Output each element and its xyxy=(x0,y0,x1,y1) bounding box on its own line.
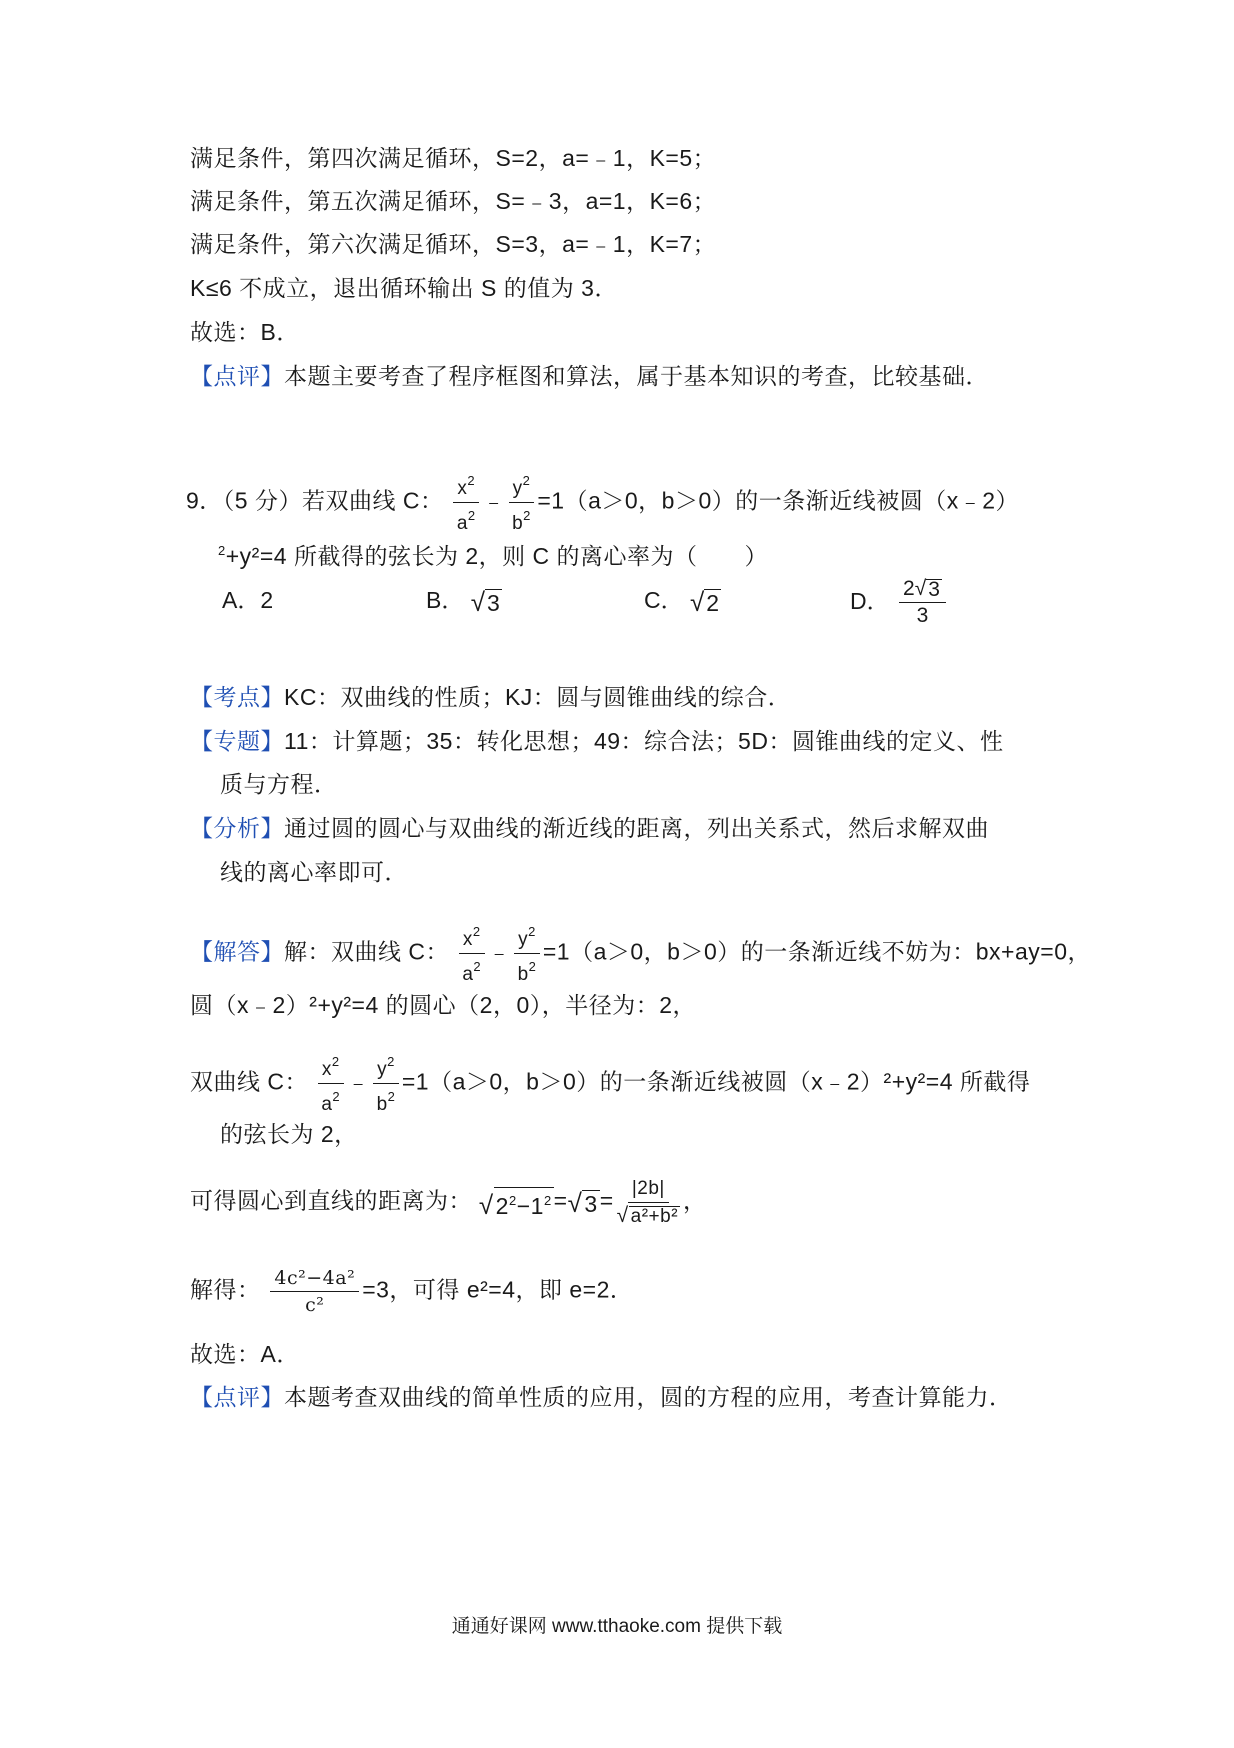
equals: = xyxy=(599,1187,614,1214)
kaodian-tag: 【考点】 xyxy=(190,684,284,710)
radicand xyxy=(494,1187,554,1219)
punctuation: ， xyxy=(683,1187,707,1214)
question-suffix: =1（a＞0，b＞0）的一条渐近线被圆（x﹣2） xyxy=(537,487,1020,514)
hyper-text-2: =1（a＞0，b＞0）的一条渐近线被圆（x﹣2）²+y²=4 所截得 xyxy=(401,1068,1031,1095)
denominator: c² xyxy=(305,1294,325,1316)
choice-label: D． xyxy=(850,587,890,614)
text-line: K≤6 不成立，退出循环输出 S 的值为 3． xyxy=(190,275,618,301)
choice-value: 2 xyxy=(260,587,274,613)
radicand: 3 xyxy=(928,578,940,602)
fraction-y2-b2 xyxy=(509,470,535,535)
question-prefix: 9．（5 分）若双曲线 C： xyxy=(186,487,444,514)
fenxi-line-2: 线的离心率即可． xyxy=(220,859,408,885)
distance-line xyxy=(190,1178,707,1227)
question-9-line2 xyxy=(218,536,768,571)
fraction-y2-b2 xyxy=(373,1051,399,1116)
exp: 2 xyxy=(472,924,481,939)
fraction-x2-a2 xyxy=(453,470,479,535)
text-line: 满足条件，第六次满足循环，S=3，a=﹣1，K=7； xyxy=(190,231,717,257)
exp: 2 xyxy=(218,543,226,558)
var-x: x xyxy=(457,478,468,499)
radicand: 3 xyxy=(487,589,500,616)
dianping-text: 本题考查双曲线的简单性质的应用，圆的方程的应用，考查计算能力． xyxy=(284,1384,1013,1410)
var-a: a xyxy=(321,1094,333,1115)
exp: 2 xyxy=(387,1054,395,1069)
choice-d xyxy=(850,578,949,627)
radicand: 3 xyxy=(584,1190,598,1217)
choice-c xyxy=(644,585,721,616)
zhuanti-line-2: 质与方程． xyxy=(220,771,338,797)
review-tag: 【点评】 xyxy=(190,363,284,389)
fraction-x2-a2 xyxy=(459,921,485,986)
exp: 2 xyxy=(523,508,531,523)
choice-label: A． xyxy=(222,587,261,613)
hyperbola-line xyxy=(190,1051,1030,1116)
var-a: a xyxy=(462,964,474,985)
solve-text: 解得： xyxy=(190,1276,261,1303)
text-line: 故选：B． xyxy=(190,319,300,345)
kaodian-line xyxy=(190,682,791,712)
numerator: 4c²−4a² xyxy=(270,1267,359,1292)
minus-sign: ﹣ xyxy=(346,1068,371,1095)
exp: 2 xyxy=(508,1192,517,1208)
exp: 2 xyxy=(467,508,476,523)
fenxi-text: 通过圆的圆心与双曲线的渐近线的距离，列出关系式，然后求解双曲 xyxy=(284,815,989,841)
fenxi-line xyxy=(190,813,989,843)
jieda-line xyxy=(190,921,1091,986)
choice-label: C． xyxy=(644,587,684,613)
solve-line xyxy=(190,1267,633,1316)
radicand: 2 xyxy=(706,589,720,616)
choice-label: B． xyxy=(426,587,465,613)
hyper-text: 双曲线 C： xyxy=(190,1068,308,1095)
review-line xyxy=(190,361,989,391)
exp: 2 xyxy=(331,1054,340,1069)
denominator: 3 xyxy=(916,604,929,628)
base: 2 xyxy=(495,1192,509,1219)
answer-line: 故选：A． xyxy=(190,1341,300,1367)
coefficient: 2 xyxy=(903,577,915,600)
minus-sign: ﹣ xyxy=(482,487,506,514)
fraction-y2-b2 xyxy=(514,921,540,986)
sqrt-symbol: √ 3 xyxy=(914,577,940,602)
var-y: y xyxy=(512,478,523,499)
exp: 2 xyxy=(387,1089,396,1104)
minus-term: −1 xyxy=(516,1192,544,1219)
dianping-line xyxy=(190,1382,1013,1412)
minus-sign: ﹣ xyxy=(487,938,512,965)
sqrt-symbol: √ 2 xyxy=(690,586,720,617)
circle-line: 圆（x﹣2）²+y²=4 的圆心（2，0），半径为：2， xyxy=(190,992,697,1018)
var-b: b xyxy=(512,513,524,534)
var-x: x xyxy=(321,1059,332,1080)
text-line: 满足条件，第五次满足循环，S=﹣3，a=1，K=6； xyxy=(190,188,717,214)
solve-text-2: =3，可得 e²=4，即 e=2． xyxy=(362,1276,634,1303)
var-x: x xyxy=(462,929,473,950)
text-line: 满足条件，第四次满足循环，S=2，a=﹣1，K=5； xyxy=(190,145,717,171)
exp: 2 xyxy=(528,924,536,939)
exp: 2 xyxy=(522,473,531,488)
var-b: b xyxy=(517,964,529,985)
dianping-tag: 【点评】 xyxy=(190,1384,284,1410)
jieda-text: 解：双曲线 C： xyxy=(284,938,449,965)
exp: 2 xyxy=(543,1192,552,1208)
fraction-2b xyxy=(617,1178,680,1227)
fraction-2sqrt3-3 xyxy=(899,578,946,627)
exp: 2 xyxy=(528,959,537,974)
sqrt-symbol: √ a²+b² xyxy=(616,1204,679,1227)
choice-b xyxy=(426,585,502,616)
fraction-4c2-4a2 xyxy=(270,1267,359,1316)
var-b: b xyxy=(376,1094,388,1115)
zhuanti-tag: 【专题】 xyxy=(190,728,284,754)
var-y: y xyxy=(377,1059,388,1080)
exp: 2 xyxy=(473,959,482,974)
fraction-x2-a2 xyxy=(318,1051,344,1116)
jieda-text-2: =1（a＞0，b＞0）的一条渐近线不妨为：bx+ay=0， xyxy=(542,938,1091,965)
sqrt-symbol: √ $2^2-1^2$ xyxy=(479,1187,554,1219)
zhuanti-text: 11：计算题；35：转化思想；49：综合法；5D：圆锥曲线的定义、性 xyxy=(284,728,1004,754)
question-text: +y²=4 所截得的弦长为 2，则 C 的离心率为（ ） xyxy=(225,543,769,569)
exp: 2 xyxy=(332,1089,341,1104)
hyperbola-line-2: 的弦长为 2， xyxy=(220,1121,358,1147)
distance-text: 可得圆心到直线的距离为： xyxy=(190,1187,472,1214)
kaodian-text: KC：双曲线的性质；KJ：圆与圆锥曲线的综合． xyxy=(284,684,792,710)
exp: 2 xyxy=(467,473,476,488)
choice-a xyxy=(222,585,273,615)
fenxi-tag: 【分析】 xyxy=(190,815,284,841)
footer-watermark: 通通好课网 www.tthaoke.com 提供下载 xyxy=(451,1616,783,1637)
equals: = xyxy=(553,1187,568,1214)
radicand: a²+b² xyxy=(630,1206,679,1227)
zhuanti-line xyxy=(190,726,1003,756)
sqrt-symbol: √ 3 xyxy=(470,586,500,617)
var-a: a xyxy=(456,513,468,534)
review-text: 本题主要考查了程序框图和算法，属于基本知识的考查，比较基础． xyxy=(284,363,989,389)
question-9-stem xyxy=(186,470,1019,535)
numerator: |2b| xyxy=(628,1178,669,1203)
var-y: y xyxy=(518,929,529,950)
sqrt-symbol: √ 3 xyxy=(567,1187,598,1218)
jieda-tag: 【解答】 xyxy=(190,938,284,965)
